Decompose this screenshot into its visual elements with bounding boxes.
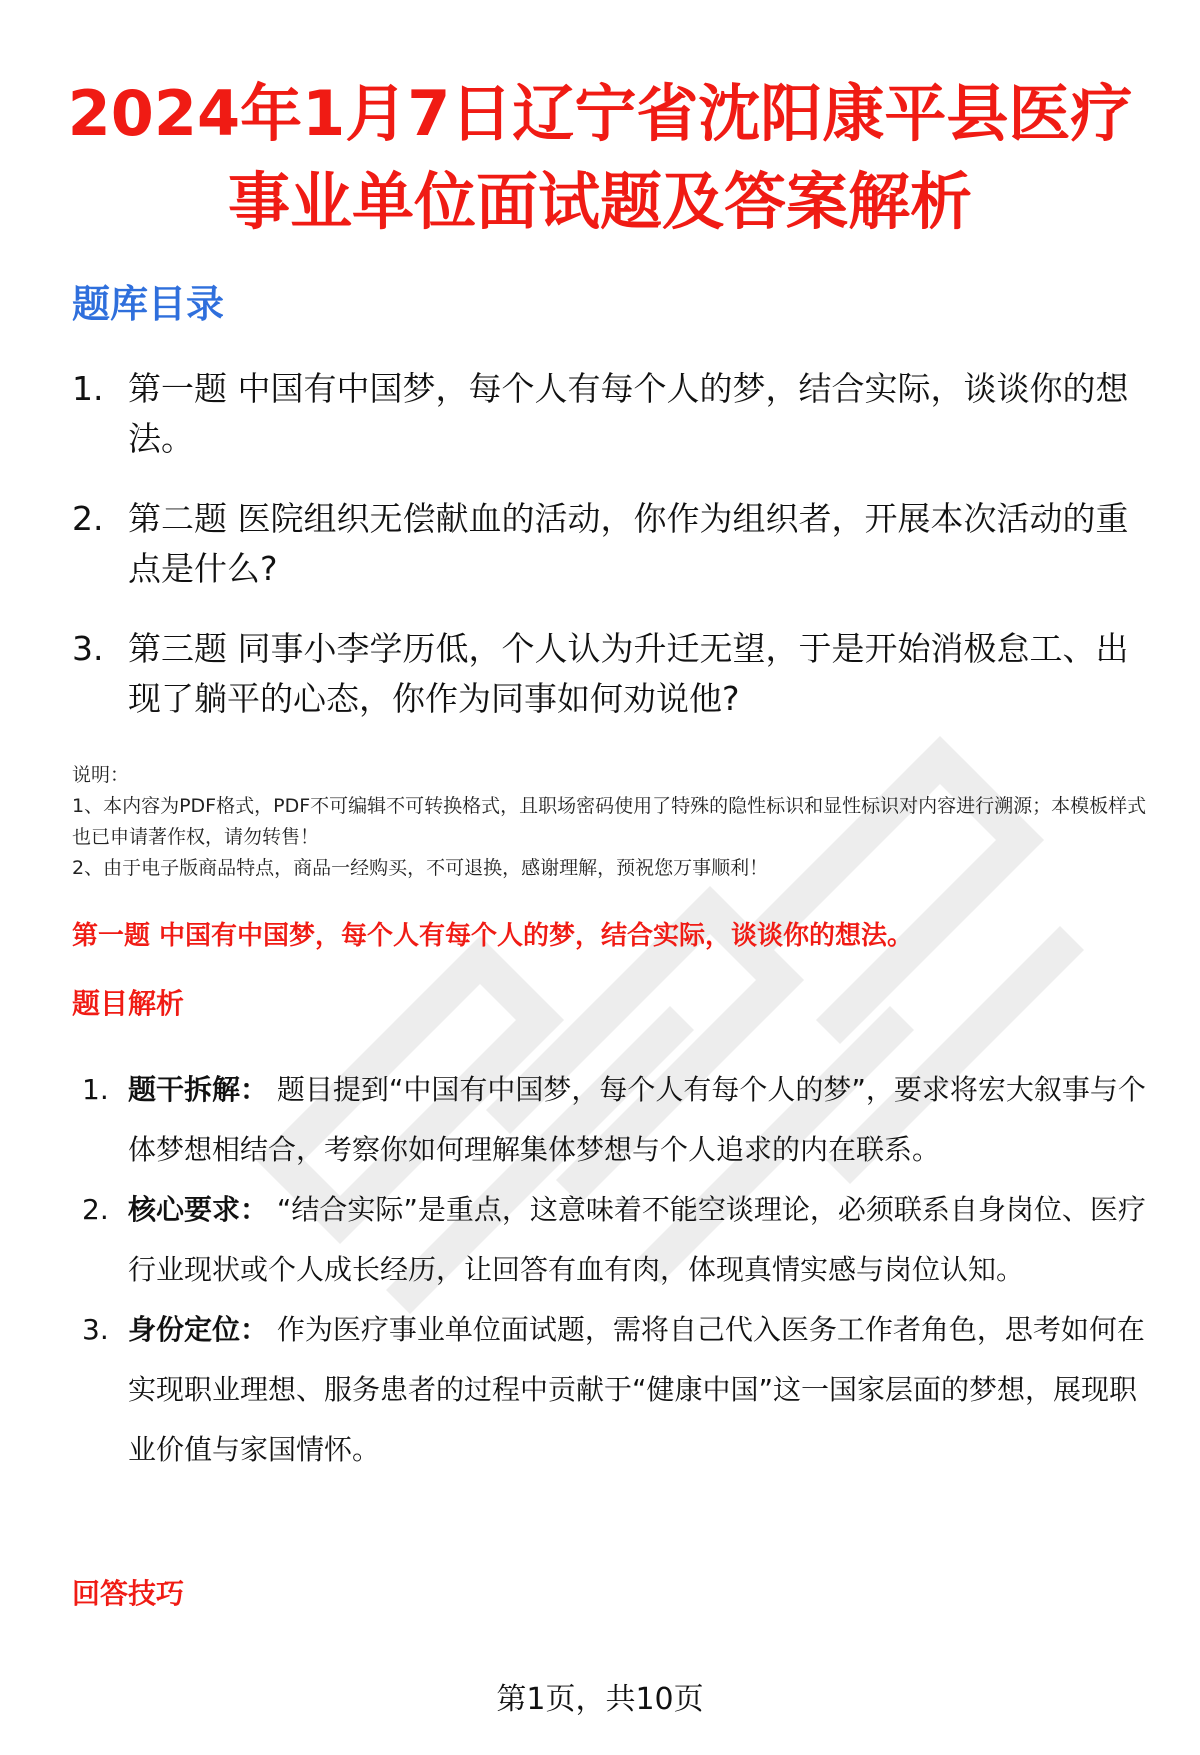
analysis-item	[82, 1060, 1152, 1180]
analysis-item-number: 2.	[82, 1193, 109, 1226]
toc-item[interactable]	[72, 364, 1152, 464]
analysis-item	[82, 1180, 1152, 1300]
analysis-item-number: 1.	[82, 1073, 109, 1106]
page-number-footer: 第1页，共10页	[496, 1682, 704, 1717]
toc-item-number: 1.	[72, 369, 104, 408]
notes-section	[72, 760, 1162, 884]
analysis-item-term: 核心要求：	[128, 1193, 269, 1226]
question-heading: 第一题 中国有中国梦，每个人有每个人的梦，结合实际，谈谈你的想法。	[72, 921, 914, 951]
toc-item-text: 第二题 医院组织无偿献血的活动，你作为组织者，开展本次活动的重点是什么?	[128, 499, 1129, 588]
analysis-item-text: 作为医疗事业单位面试题，需将自己代入医务工作者角色，思考如何在实现职业理想、服务患者的过程中贡献于“健康中国”这一国家层面的梦想，展现职业价值与家国情怀。	[128, 1313, 1145, 1466]
notes-line-1: 1、本内容为PDF格式，PDF不可编辑不可转换格式，且职场密码使用了特殊的隐性标识和显性标识对内容进行溯源；本模板样式也已申请著作权，请勿转售！	[72, 795, 1147, 848]
toc-item[interactable]	[72, 624, 1152, 724]
toc-heading: 题库目录	[72, 282, 225, 326]
analysis-item-number: 3.	[82, 1313, 109, 1346]
analysis-item-term: 题干拆解：	[128, 1073, 269, 1106]
answer-tips-heading: 回答技巧	[72, 1577, 185, 1610]
analysis-item-term: 身份定位：	[128, 1313, 269, 1346]
analysis-list	[82, 1060, 1152, 1480]
analysis-heading: 题目解析	[72, 987, 185, 1020]
toc-item-text: 第一题 中国有中国梦，每个人有每个人的梦，结合实际，谈谈你的想法。	[128, 369, 1129, 458]
toc-item-number: 2.	[72, 499, 104, 538]
document-title: 2024年1月7日辽宁省沈阳康平县医疗事业单位面试题及答案解析	[67, 77, 1133, 238]
notes-label: 说明：	[72, 764, 130, 786]
analysis-item	[82, 1300, 1152, 1480]
notes-line-2: 2、由于电子版商品特点，商品一经购买，不可退换，感谢理解，预祝您万事顺利！	[72, 857, 769, 879]
toc-list	[72, 364, 1152, 754]
analysis-item-text: “结合实际”是重点，这意味着不能空谈理论，必须联系自身岗位、医疗行业现状或个人成长经历，让回答有血有肉，体现真情实感与岗位认知。	[128, 1193, 1146, 1286]
toc-item-text: 第三题 同事小李学历低，个人认为升迁无望，于是开始消极怠工、出现了躺平的心态，你作为同事如何劝说他?	[128, 629, 1129, 718]
analysis-item-text: 题目提到“中国有中国梦，每个人有每个人的梦”，要求将宏大叙事与个体梦想相结合，考察你如何理解集体梦想与个人追求的内在联系。	[128, 1073, 1146, 1166]
toc-item-number: 3.	[72, 629, 104, 668]
toc-item[interactable]	[72, 494, 1152, 594]
